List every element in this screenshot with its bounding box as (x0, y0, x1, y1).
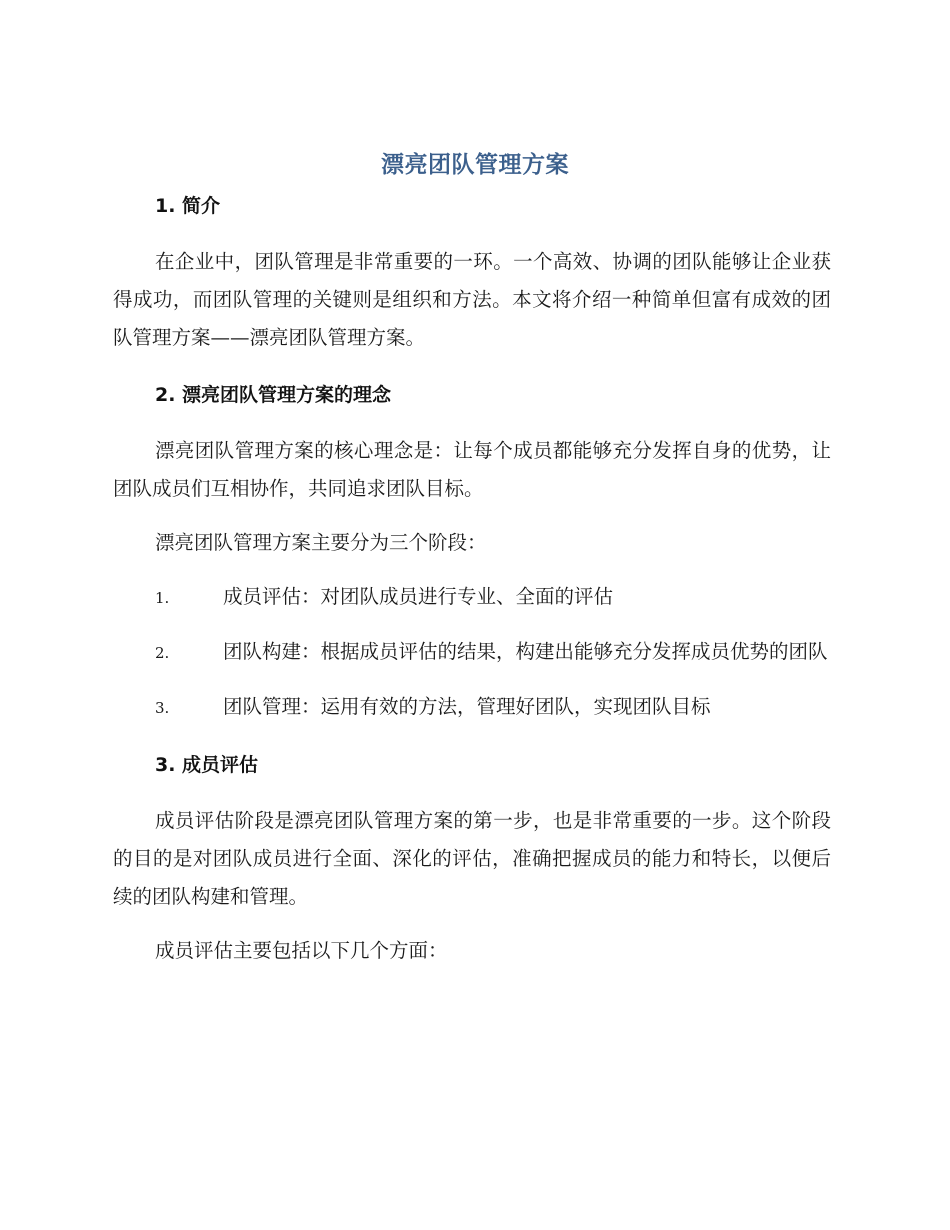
section-heading-concept: 2. 漂亮团队管理方案的理念 (155, 384, 392, 406)
list-number: 3. (155, 699, 170, 717)
paragraph-evaluation-aspects: 成员评估主要包括以下几个方面： (155, 939, 448, 962)
list-item (113, 633, 831, 672)
list-text: 团队管理：运用有效的方法，管理好团队，实现团队目标 (223, 695, 711, 718)
list-text: 团队构建：根据成员评估的结果，构建出能够充分发挥成员优势的团队 (223, 640, 828, 663)
section-heading-intro: 1. 简介 (155, 195, 221, 217)
list-number: 2. (155, 644, 170, 662)
list-item (113, 578, 831, 617)
list-text: 成员评估：对团队成员进行专业、全面的评估 (223, 585, 614, 608)
paragraph-concept-stages: 漂亮团队管理方案主要分为三个阶段： (155, 531, 487, 554)
section-heading-evaluation: 3. 成员评估 (155, 754, 259, 776)
list-number: 1. (155, 589, 170, 607)
document-body (113, 190, 831, 986)
document-title: 漂亮团队管理方案 (381, 152, 569, 178)
paragraph-intro: 在企业中，团队管理是非常重要的一环。一个高效、协调的团队能够让企业获得成功，而团队管理的关键则是组织和方法。本文将介绍一种简单但富有成效的团队管理方案——漂亮团队管理方案。 (113, 250, 831, 349)
paragraph-concept-core: 漂亮团队管理方案的核心理念是：让每个成员都能够充分发挥自身的优势，让团队成员们互相协作，共同追求团队目标。 (113, 439, 831, 500)
paragraph-evaluation: 成员评估阶段是漂亮团队管理方案的第一步，也是非常重要的一步。这个阶段的目的是对团队成员进行全面、深化的评估，准确把握成员的能力和特长，以便后续的团队构建和管理。 (113, 809, 831, 908)
list-item (113, 688, 831, 727)
